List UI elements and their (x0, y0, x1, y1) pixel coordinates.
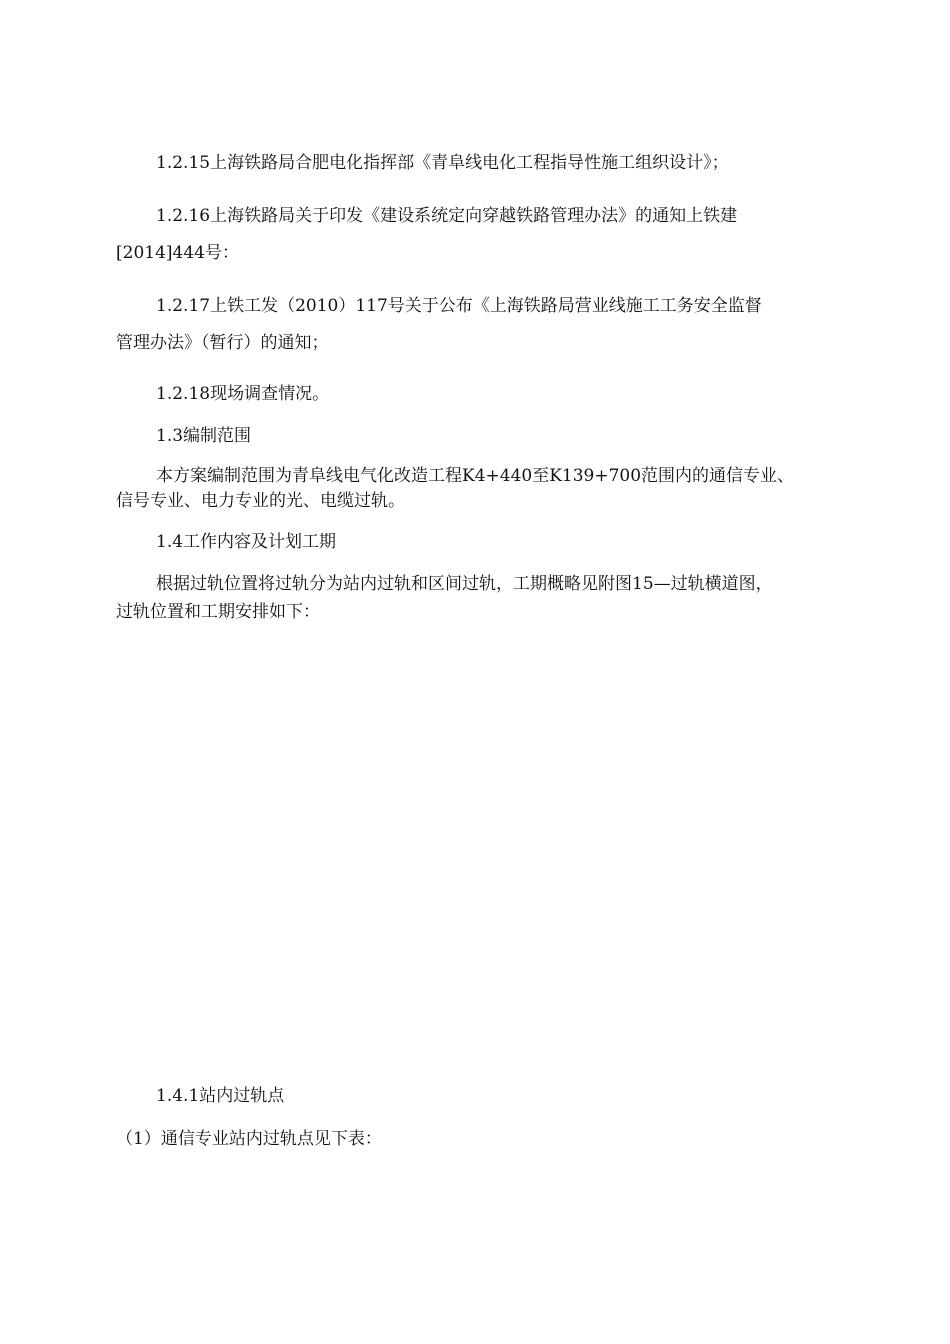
heading-text: 1.4工作内容及计划工期 (156, 532, 337, 552)
paragraph-line: 1.2.16上海铁路局关于印发《建设系统定向穿越铁路管理办法》的通知上铁建 (156, 206, 738, 226)
section-heading-1-4-1 (156, 1085, 284, 1107)
paragraph-line: 管理办法》（暂行）的通知； (116, 333, 329, 353)
paragraph-line: 根据过轨位置将过轨分为站内过轨和区间过轨，工期概略见附图15—过轨横道图， (156, 574, 773, 594)
reference-1-2-17-line-1 (156, 295, 762, 317)
paragraph-line: （1）通信专业站内过轨点见下表： (116, 1129, 382, 1149)
paragraph-line: [2014]444号： (116, 243, 239, 263)
work-paragraph-line-1 (156, 573, 773, 595)
list-item-1 (116, 1128, 382, 1150)
section-heading-1-3 (156, 425, 251, 447)
paragraph-line: 本方案编制范围为青阜线电气化改造工程K4+440至K139+700范围内的通信专业、 (156, 466, 795, 486)
paragraph-line: 1.2.18现场调查情况。 (156, 384, 330, 404)
reference-1-2-17-line-2 (116, 332, 329, 354)
paragraph-line: 过轨位置和工期安排如下： (116, 602, 320, 622)
reference-1-2-16-line-2 (116, 242, 239, 264)
section-heading-1-4 (156, 531, 336, 553)
paragraph-line: 信号专业、电力专业的光、电缆过轨。 (116, 491, 405, 511)
paragraph-line: 1.2.15上海铁路局合肥电化指挥部《青阜线电化工程指导性施工组织设计》； (156, 153, 729, 173)
reference-1-2-16-line-1 (156, 205, 737, 227)
heading-text: 1.3编制范围 (156, 426, 252, 446)
scope-paragraph-line-2 (116, 490, 405, 512)
reference-1-2-18 (156, 383, 329, 405)
scope-paragraph-line-1 (156, 465, 794, 487)
work-paragraph-line-2 (116, 601, 320, 623)
heading-text: 1.4.1站内过轨点 (156, 1086, 285, 1106)
reference-1-2-15 (156, 152, 729, 174)
paragraph-line: 1.2.17上铁工发（2010）117号关于公布《上海铁路局营业线施工工务安全监督 (156, 296, 762, 316)
